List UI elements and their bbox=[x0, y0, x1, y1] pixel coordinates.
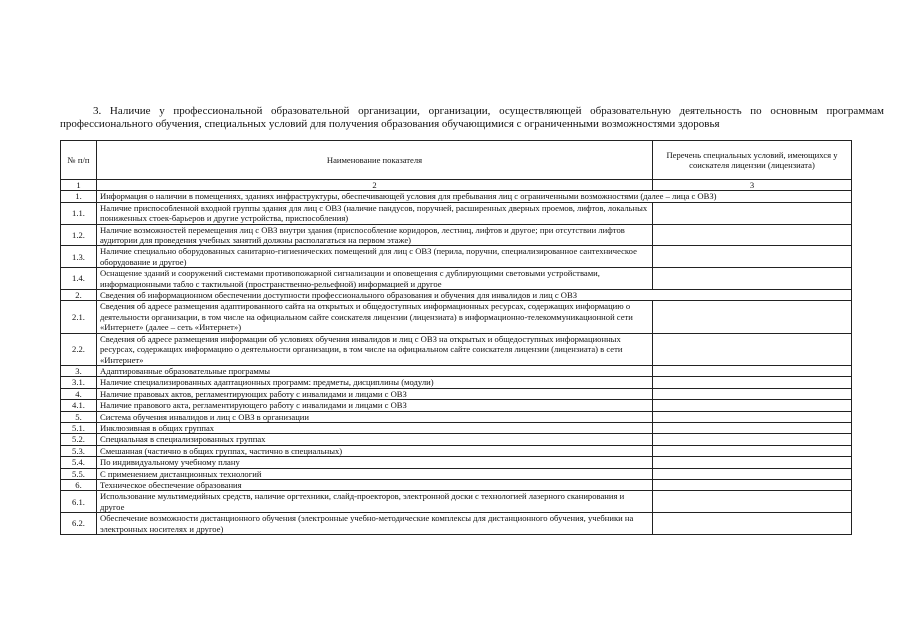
row-number: 5.2. bbox=[61, 434, 97, 445]
index-cell: 3 bbox=[653, 180, 852, 191]
row-conditions-cell bbox=[653, 202, 852, 224]
table-row bbox=[61, 202, 852, 224]
table-row bbox=[61, 301, 852, 333]
row-number: 1.4. bbox=[61, 268, 97, 290]
table-row bbox=[61, 400, 852, 411]
row-number: 6.1. bbox=[61, 491, 97, 513]
row-indicator: Наличие специально оборудованных санитарно-гигиенических помещений для лиц с ОВЗ (перила, поручни, специализированное сантехническое оборудование и другое) bbox=[97, 246, 653, 268]
table-row bbox=[61, 224, 852, 246]
row-number: 6. bbox=[61, 479, 97, 490]
row-number: 2.2. bbox=[61, 333, 97, 365]
conditions-table bbox=[60, 140, 852, 535]
row-number: 3.1. bbox=[61, 377, 97, 388]
row-conditions-cell bbox=[653, 411, 852, 422]
table-index-row bbox=[61, 180, 852, 191]
row-number: 1. bbox=[61, 191, 97, 202]
row-conditions-cell bbox=[653, 333, 852, 365]
row-number: 4. bbox=[61, 388, 97, 399]
table-row bbox=[61, 268, 852, 290]
row-number: 4.1. bbox=[61, 400, 97, 411]
row-number: 6.2. bbox=[61, 513, 97, 535]
table-row bbox=[61, 457, 852, 468]
table-row bbox=[61, 445, 852, 456]
row-conditions-cell bbox=[653, 246, 852, 268]
row-conditions-cell bbox=[653, 468, 852, 479]
row-conditions-cell bbox=[653, 400, 852, 411]
row-indicator: Сведения об адресе размещения информации об условиях обучения инвалидов и лиц с ОВЗ на открытых и общедоступных информационных ресурсах, содержащих информацию о деятельности организации, в том числе на официальном сайте соискателя лицензии (лицензиата) в сети «Интернет» bbox=[97, 333, 653, 365]
row-indicator: Инклюзивная в общих группах bbox=[97, 422, 653, 433]
row-indicator: Наличие приспособленной входной группы здания для лиц с ОВЗ (наличие пандусов, поручней, расширенных дверных проемов, лифтов, локальных пониженных стоек-барьеров и другие устройства, приспособления) bbox=[97, 202, 653, 224]
row-indicator: Наличие правовых актов, регламентирующих работу с инвалидами и лицами с ОВЗ bbox=[97, 388, 653, 399]
table-row bbox=[61, 468, 852, 479]
row-number: 3. bbox=[61, 365, 97, 376]
table-row bbox=[61, 434, 852, 445]
table-row bbox=[61, 479, 852, 490]
table-row bbox=[61, 290, 852, 301]
row-indicator: Наличие правового акта, регламентирующего работу с инвалидами и лицами с ОВЗ bbox=[97, 400, 653, 411]
table-row bbox=[61, 491, 852, 513]
row-indicator: Техническое обеспечение образования bbox=[97, 479, 653, 490]
row-conditions-cell bbox=[653, 445, 852, 456]
row-indicator: Обеспечение возможности дистанционного обучения (электронные учебно-методические комплексы для дистанционного обучения, учебники на электронных носителях и другое) bbox=[97, 513, 653, 535]
row-conditions-cell bbox=[653, 434, 852, 445]
table-header-row bbox=[61, 141, 852, 180]
index-cell: 2 bbox=[97, 180, 653, 191]
table-row bbox=[61, 191, 852, 202]
row-number: 5. bbox=[61, 411, 97, 422]
table-row bbox=[61, 365, 852, 376]
row-number: 1.2. bbox=[61, 224, 97, 246]
row-conditions-cell bbox=[653, 491, 852, 513]
table-row bbox=[61, 388, 852, 399]
row-conditions-cell bbox=[653, 479, 852, 490]
row-indicator: Оснащение зданий и сооружений системами противопожарной сигнализации и оповещения с дублирующими световыми устройствами, информационными табло с тактильной (пространственно-рельефной) информацией и другое bbox=[97, 268, 653, 290]
row-conditions-cell bbox=[653, 377, 852, 388]
row-indicator: Смешанная (частично в общих группах, частично в специальных) bbox=[97, 445, 653, 456]
row-number: 5.1. bbox=[61, 422, 97, 433]
row-indicator: Информация о наличии в помещениях, зданиях инфраструктуры, обеспечивающей условия для пребывания лиц с ограниченными возможностями (далее – лица с ОВЗ) bbox=[97, 191, 852, 202]
row-conditions-cell bbox=[653, 224, 852, 246]
row-conditions-cell bbox=[653, 268, 852, 290]
header-num: № п/п bbox=[61, 141, 97, 180]
header-name: Наименование показателя bbox=[97, 141, 653, 180]
row-indicator: Наличие специализированных адаптационных программ: предметы, дисциплины (модули) bbox=[97, 377, 653, 388]
index-cell: 1 bbox=[61, 180, 97, 191]
table-row bbox=[61, 411, 852, 422]
row-conditions-cell bbox=[653, 422, 852, 433]
row-conditions-cell bbox=[653, 365, 852, 376]
table-row bbox=[61, 513, 852, 535]
row-conditions-cell bbox=[653, 388, 852, 399]
row-number: 1.3. bbox=[61, 246, 97, 268]
row-indicator: С применением дистанционных технологий bbox=[97, 468, 653, 479]
row-conditions-cell bbox=[653, 513, 852, 535]
table-row bbox=[61, 333, 852, 365]
row-conditions-cell bbox=[653, 457, 852, 468]
row-indicator: Сведения об адресе размещения адаптированного сайта на открытых и общедоступных информационных ресурсах, содержащих информацию о деятельности организации, в том числе на официальном сайте соискателя лицензии (лицензиата) в информационно-телекоммуникационной сети «Интернет» (далее – сеть «Интернет») bbox=[97, 301, 653, 333]
row-number: 5.5. bbox=[61, 468, 97, 479]
row-indicator: Специальная в специализированных группах bbox=[97, 434, 653, 445]
table-row bbox=[61, 422, 852, 433]
row-indicator: Сведения об информационном обеспечении доступности профессионального образования и обучения для инвалидов и лиц с ОВЗ bbox=[97, 290, 852, 301]
header-list: Перечень специальных условий, имеющихся у соискателя лицензии (лицензиата) bbox=[653, 141, 852, 180]
row-number: 2.1. bbox=[61, 301, 97, 333]
table-row bbox=[61, 377, 852, 388]
row-conditions-cell bbox=[653, 301, 852, 333]
row-number: 5.4. bbox=[61, 457, 97, 468]
row-indicator: Использование мультимедийных средств, наличие оргтехники, слайд-проекторов, электронной доски с технологией лазерного сканирования и другое bbox=[97, 491, 653, 513]
row-indicator: По индивидуальному учебному плану bbox=[97, 457, 653, 468]
row-indicator: Система обучения инвалидов и лиц с ОВЗ в организации bbox=[97, 411, 653, 422]
row-number: 1.1. bbox=[61, 202, 97, 224]
row-indicator: Наличие возможностей перемещения лиц с ОВЗ внутри здания (приспособление коридоров, лестниц, лифтов и другое; при отсутствии лифтов аудитории для проведения учебных занятий должны располагаться на первом этаже) bbox=[97, 224, 653, 246]
row-number: 5.3. bbox=[61, 445, 97, 456]
section-heading: 3. Наличие у профессиональной образовательной организации, организации, осуществляющей образовательную деятельность по основным программам профессионального обучения, специальных условий для получения образования обучающимися с ограниченными возможностями здоровья bbox=[60, 105, 884, 130]
row-indicator: Адаптированные образовательные программы bbox=[97, 365, 653, 376]
row-number: 2. bbox=[61, 290, 97, 301]
table-row bbox=[61, 246, 852, 268]
